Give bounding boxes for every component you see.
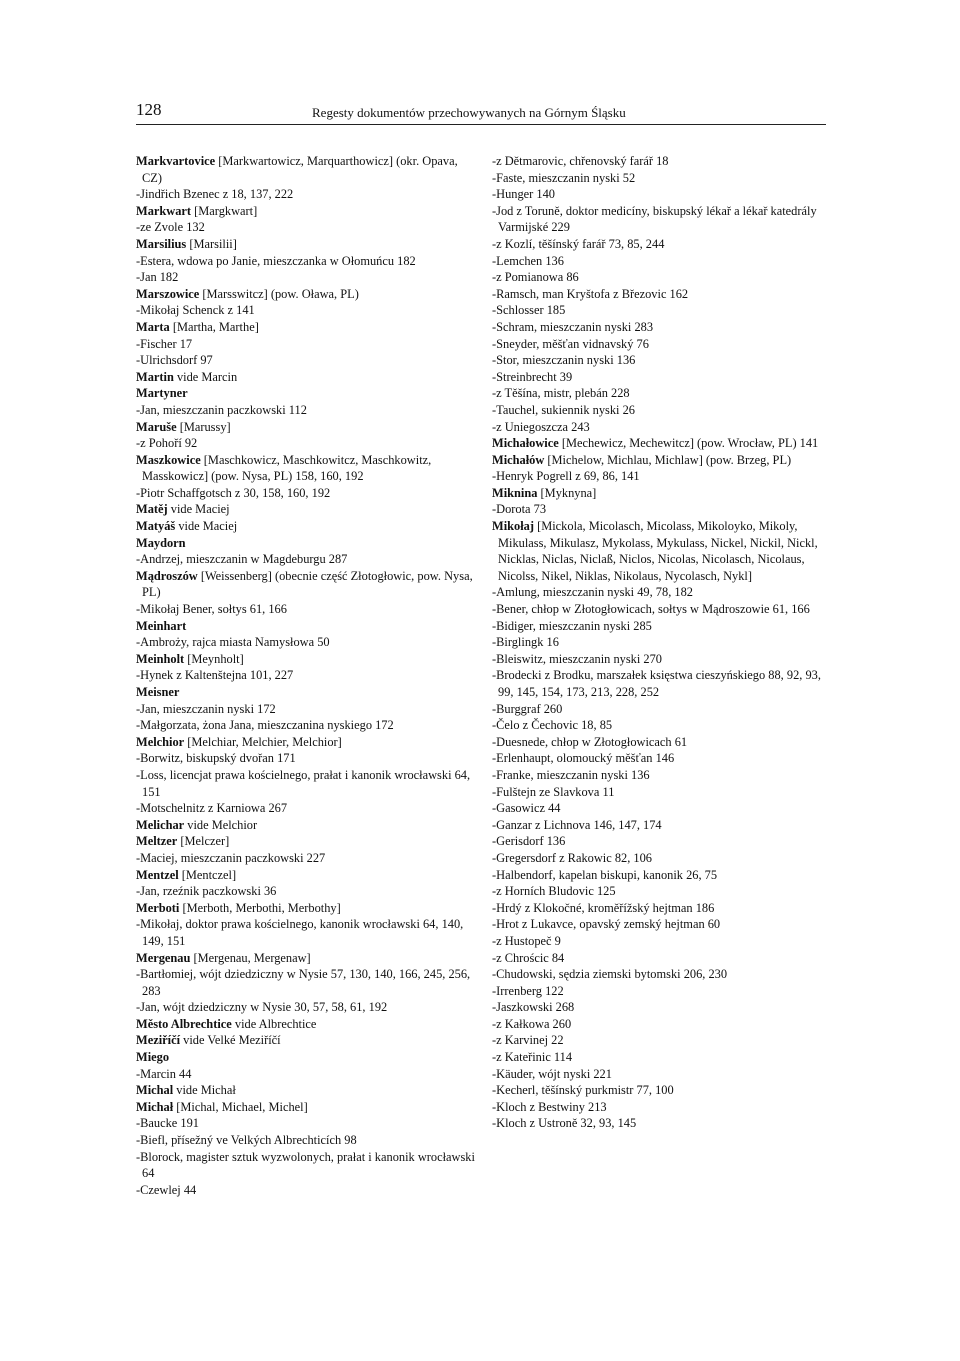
- entry-text: vide Velké Meziříčí: [180, 1033, 281, 1048]
- index-entry: [492, 983, 832, 1000]
- entry-text: -Gregersdorf z Rakowic 82, 106: [492, 850, 652, 865]
- index-entry: [136, 1149, 476, 1182]
- entry-headword: Maruše: [136, 419, 177, 434]
- entry-text: -Loss, licencjat prawa kościelnego, prałat i kanonik wrocławski 64, 151: [136, 767, 471, 799]
- entry-text: [Mentczel]: [178, 867, 237, 882]
- entry-text: -Ramsch, man Kryštofa z Březovic 162: [492, 286, 689, 301]
- entry-text: [Melczer]: [177, 834, 230, 849]
- index-entry: [492, 701, 832, 718]
- index-entry: [136, 817, 476, 834]
- index-entry: [492, 1032, 832, 1049]
- entry-text: [Mergenau, Mergenaw]: [190, 950, 311, 965]
- index-entry: [492, 419, 832, 436]
- entry-text: -Mikołaj, doktor prawa kościelnego, kanonik wrocławski 64, 140, 149, 151: [136, 917, 464, 948]
- entry-headword: Meinholt: [136, 651, 185, 666]
- index-entry: [136, 352, 476, 369]
- index-entry: [136, 518, 476, 535]
- entry-headword: Meisner: [136, 685, 180, 699]
- entry-headword: Mentzel: [136, 867, 179, 882]
- running-title: Regesty dokumentów przechowywanych na Górnym Śląsku: [312, 105, 626, 120]
- entry-text: -Chudowski, sędzia ziemski bytomski 206, 230: [492, 967, 728, 982]
- entry-text: -Jindřich Bzenec z 18, 137, 222: [136, 187, 294, 202]
- entry-headword: Markvartovice: [136, 154, 216, 168]
- index-entry: [492, 203, 832, 236]
- entry-text: [Martha, Marthe]: [169, 319, 259, 334]
- index-entry: [136, 253, 476, 270]
- page-header: [136, 100, 826, 125]
- entry-text: vide Marcin: [173, 369, 238, 384]
- index-entry: [136, 551, 476, 568]
- index-entry: [492, 667, 832, 700]
- entry-text: -Fulštejn ze Slavkova 11: [492, 784, 615, 799]
- entry-text: -Čelo z Čechovic 18, 85: [492, 718, 613, 733]
- index-entry: [492, 518, 832, 584]
- index-entry: [492, 717, 832, 734]
- entry-headword: Mikołaj: [492, 519, 534, 534]
- index-entry: [136, 452, 476, 485]
- index-entry: [136, 1049, 476, 1066]
- entry-text: vide Albrechtice: [231, 1016, 317, 1031]
- entry-text: -Gasowicz 44: [492, 801, 561, 816]
- index-entry: [492, 966, 832, 983]
- index-entry: [136, 1016, 476, 1033]
- index-entry: [492, 352, 832, 369]
- entry-text: -Stor, mieszczanin nyski 136: [492, 353, 636, 368]
- entry-headword: Martin: [136, 369, 174, 384]
- index-entry: [492, 833, 832, 850]
- entry-text: -z Hustopeč 9: [492, 933, 561, 948]
- index-entry: [136, 833, 476, 850]
- index-entry: [136, 883, 476, 900]
- index-entry: [492, 253, 832, 270]
- index-entry: [492, 734, 832, 751]
- index-entry: [492, 485, 832, 502]
- entry-text: -Bidiger, mieszczanin nyski 285: [492, 618, 652, 633]
- entry-text: -Jan 182: [136, 270, 179, 285]
- entry-text: -Jaszkowski 268: [492, 1000, 575, 1015]
- entry-headword: Melchior: [136, 734, 185, 749]
- index-entry: [136, 186, 476, 203]
- entry-text: -Halbendorf, kapelan biskupi, kanonik 26, 75: [492, 867, 718, 882]
- index-entry: [136, 286, 476, 303]
- entry-text: -Fischer 17: [136, 336, 193, 351]
- entry-headword: Matěj: [136, 502, 168, 517]
- index-entry: [492, 1115, 832, 1132]
- entry-text: -Sneyder, měšťan vidnavský 76: [492, 336, 649, 351]
- entry-text: -Dorota 73: [492, 502, 547, 517]
- entry-headword: Michał: [136, 1099, 174, 1114]
- index-entry: [136, 269, 476, 286]
- entry-text: -Ulrichsdorf 97: [136, 353, 213, 368]
- entry-text: -Hynek z Kaltenštejna 101, 227: [136, 668, 294, 683]
- entry-text: -Borwitz, biskupský dvořan 171: [136, 751, 296, 766]
- entry-text: -Hrdý z Klokočné, kroměřížský hejtman 186: [492, 900, 715, 915]
- index-entry: [136, 667, 476, 684]
- index-entry: [136, 203, 476, 220]
- entry-text: [Weissenberg] (obecnie część Złotogłowic, pow. Nysa, PL): [142, 568, 473, 600]
- entry-text: -z Kałkowa 260: [492, 1016, 572, 1031]
- entry-headword: Mądroszów: [136, 568, 198, 583]
- entry-text: -z Horních Bludovic 125: [492, 884, 616, 899]
- entry-text: -z Uniegoszcza 243: [492, 419, 590, 434]
- entry-text: -Andrzej, mieszczanin w Magdeburgu 287: [136, 552, 348, 567]
- entry-text: -Marcin 44: [136, 1066, 192, 1081]
- index-entry: [136, 336, 476, 353]
- entry-text: [Merboth, Merbothi, Merbothy]: [179, 900, 341, 915]
- index-entry: [136, 485, 476, 502]
- index-entry: [492, 186, 832, 203]
- index-entry: [492, 900, 832, 917]
- entry-text: -z Pohoří 92: [136, 436, 198, 451]
- entry-text: [Maschkowicz, Maschkowitcz, Maschkowitz, Masskowicz] (pow. Nysa, PL) 158, 160, 192: [142, 452, 432, 484]
- index-entry: [492, 584, 832, 601]
- index-entry: [136, 385, 476, 402]
- index-entry: [136, 966, 476, 999]
- entry-text: -Erlenhaupt, olomoucký měšťan 146: [492, 751, 675, 766]
- entry-text: -Jan, mieszczanin paczkowski 112: [136, 402, 307, 417]
- index-entry: [492, 1066, 832, 1083]
- index-entry: [492, 302, 832, 319]
- entry-text: -z Chrościc 84: [492, 950, 565, 965]
- index-entry: [492, 950, 832, 967]
- entry-text: [Michelow, Michlau, Michlaw] (pow. Brzeg, PL): [544, 452, 792, 467]
- entry-headword: Michałów: [492, 452, 545, 467]
- entry-text: -Irrenberg 122: [492, 983, 564, 998]
- entry-headword: Meltzer: [136, 834, 178, 849]
- index-entry: [136, 535, 476, 552]
- index-entry: [136, 1115, 476, 1132]
- index-entry: [492, 336, 832, 353]
- index-entry: [136, 651, 476, 668]
- entry-text: [Marsilii]: [186, 236, 237, 251]
- index-entry: [136, 1099, 476, 1116]
- entry-text: -Mikołaj Schenck z 141: [136, 303, 255, 318]
- index-entry: [136, 734, 476, 751]
- entry-text: -Lemchen 136: [492, 253, 564, 268]
- index-entry: [136, 302, 476, 319]
- index-entry: [136, 750, 476, 767]
- entry-text: -Schram, mieszczanin nyski 283: [492, 319, 654, 334]
- index-entry: [492, 999, 832, 1016]
- entry-headword: Miego: [136, 1050, 170, 1065]
- index-entry: [136, 319, 476, 336]
- index-entry: [136, 900, 476, 917]
- entry-text: [Mickola, Micolasch, Micolass, Mikoloyko, Mikoly, Mikulass, Mikulasz, Mykolass, Mykulass, Nickel, Nickil, Nickl, Nicklas, Niclas, Niclaß, Niclos, Nicolas, Nicolasch, Nicolaus, Nicolss, Nikel, Niklas, Nikolaus, Nycolasch, Nykl]: [498, 519, 818, 583]
- index-entry: [492, 1082, 832, 1099]
- entry-text: -Jan, wójt dziedziczny w Nysie 30, 57, 58, 61, 192: [136, 1000, 388, 1015]
- index-column-right: [492, 153, 832, 1132]
- index-entry: [136, 767, 476, 800]
- entry-headword: Michałowice: [492, 436, 559, 451]
- index-entry: [136, 1032, 476, 1049]
- entry-text: -Ambroży, rajca miasta Namysłowa 50: [136, 635, 330, 650]
- index-entry: [136, 435, 476, 452]
- entry-text: -Amlung, mieszczanin nyski 49, 78, 182: [492, 585, 693, 600]
- index-entry: [136, 369, 476, 386]
- entry-text: -ze Zvole 132: [136, 220, 205, 235]
- index-entry: [492, 153, 832, 170]
- entry-headword: Michal: [136, 1083, 174, 1098]
- entry-text: -Bener, chłop w Złotogłowicach, sołtys w Mądroszowie 61, 166: [492, 602, 810, 617]
- index-entry: [492, 601, 832, 618]
- index-entry: [136, 236, 476, 253]
- entry-text: [Margkwart]: [191, 203, 258, 218]
- index-entry: [492, 800, 832, 817]
- entry-text: -Schlosser 185: [492, 303, 566, 318]
- entry-headword: Maydorn: [136, 535, 186, 550]
- index-entry: [492, 750, 832, 767]
- index-entry: [136, 1066, 476, 1083]
- index-entry: [492, 402, 832, 419]
- entry-text: -Maciej, mieszczanin paczkowski 227: [136, 850, 326, 865]
- entry-headword: Marta: [136, 319, 170, 334]
- entry-text: vide Michał: [173, 1083, 236, 1098]
- entry-text: [Marsswitcz] (pow. Oława, PL): [199, 286, 359, 301]
- index-entry: [492, 867, 832, 884]
- entry-text: -z Kozlí, těšínský farář 73, 85, 244: [492, 236, 665, 251]
- index-entry: [492, 1016, 832, 1033]
- index-entry: [492, 916, 832, 933]
- index-entry: [136, 999, 476, 1016]
- entry-text: [Myknyna]: [537, 485, 597, 500]
- index-entry: [136, 618, 476, 635]
- index-entry: [492, 369, 832, 386]
- page-number: 128: [136, 100, 162, 119]
- index-entry: [136, 601, 476, 618]
- entry-text: vide Melchior: [184, 817, 258, 832]
- index-entry: [492, 767, 832, 784]
- index-entry: [492, 501, 832, 518]
- index-entry: [136, 1182, 476, 1199]
- entry-text: -z Pomianowa 86: [492, 270, 579, 285]
- entry-text: -Ganzar z Lichnova 146, 147, 174: [492, 817, 662, 832]
- index-entry: [492, 618, 832, 635]
- index-entry: [492, 435, 832, 452]
- entry-text: -Kecherl, těšínský purkmistr 77, 100: [492, 1083, 674, 1098]
- entry-headword: Meziříčí: [136, 1033, 181, 1048]
- index-entry: [136, 800, 476, 817]
- entry-text: -Bleiswitz, mieszczanin nyski 270: [492, 651, 662, 666]
- entry-text: -Hrot z Lukavce, opavský zemský hejtman 60: [492, 917, 721, 932]
- entry-text: -Streinbrecht 39: [492, 369, 573, 384]
- index-entry: [136, 419, 476, 436]
- entry-text: -Hunger 140: [492, 187, 555, 202]
- index-entry: [136, 867, 476, 884]
- entry-text: -Małgorzata, żona Jana, mieszczanina nyskiego 172: [136, 718, 394, 733]
- entry-text: vide Maciej: [167, 502, 230, 517]
- entry-headword: Marsilius: [136, 236, 187, 251]
- entry-text: -Piotr Schaffgotsch z 30, 158, 160, 192: [136, 485, 331, 500]
- entry-text: -z Dětmarovic, chřenovský farář 18: [492, 154, 669, 168]
- entry-headword: Martyner: [136, 386, 188, 401]
- index-entry: [136, 950, 476, 967]
- index-entry: [492, 883, 832, 900]
- index-entry: [136, 153, 476, 186]
- index-entry: [492, 452, 832, 469]
- entry-text: -Kloch z Bestwiny 213: [492, 1099, 607, 1114]
- entry-text: -Blorock, magister sztuk wyzwolonych, prałat i kanonik wrocławski 64: [136, 1149, 475, 1181]
- index-column-left: [136, 153, 476, 1198]
- index-entry: [136, 634, 476, 651]
- entry-headword: Markwart: [136, 203, 192, 218]
- index-entry: [492, 385, 832, 402]
- index-entry: [136, 684, 476, 701]
- index-entry: [492, 269, 832, 286]
- entry-text: [Meynholt]: [184, 651, 244, 666]
- index-entry: [492, 1049, 832, 1066]
- index-entry: [136, 1132, 476, 1149]
- entry-text: -Franke, mieszczanin nyski 136: [492, 767, 650, 782]
- index-entry: [136, 717, 476, 734]
- index-entry: [492, 933, 832, 950]
- index-entry: [136, 219, 476, 236]
- entry-text: [Markwartowicz, Marquarthowicz] (okr. Opava, CZ): [142, 154, 458, 185]
- entry-text: [Marussy]: [176, 419, 231, 434]
- entry-text: -Jan, rzeźnik paczkowski 36: [136, 884, 277, 899]
- entry-headword: Miknina: [492, 485, 538, 500]
- entry-text: -Czewlej 44: [136, 1182, 197, 1197]
- entry-headword: Město Albrechtice: [136, 1016, 232, 1031]
- index-entry: [136, 568, 476, 601]
- index-entry: [136, 701, 476, 718]
- entry-headword: Maszkowice: [136, 452, 201, 467]
- index-entry: [136, 850, 476, 867]
- entry-text: -Tauchel, sukiennik nyski 26: [492, 402, 635, 417]
- entry-text: -Käuder, wójt nyski 221: [492, 1066, 612, 1081]
- entry-text: -Duesnede, chłop w Złotogłowicach 61: [492, 734, 688, 749]
- entry-text: -Brodecki z Brodku, marszałek księstwa cieszyńskiego 88, 92, 93, 99, 145, 154, 173, 213, 228, 252: [492, 668, 821, 699]
- index-entry: [492, 651, 832, 668]
- entry-text: -z Kateřinic 114: [492, 1050, 573, 1065]
- entry-text: -Motschelnitz z Karniowa 267: [136, 801, 288, 816]
- entry-text: -Mikołaj Bener, sołtys 61, 166: [136, 602, 287, 617]
- entry-headword: Mergenau: [136, 950, 191, 965]
- index-entry: [136, 1082, 476, 1099]
- entry-text: [Melchiar, Melchier, Melchior]: [184, 734, 342, 749]
- index-entry: [136, 916, 476, 949]
- entry-headword: Marszowice: [136, 286, 200, 301]
- index-entry: [492, 286, 832, 303]
- entry-text: -Bartłomiej, wójt dziedziczny w Nysie 57, 130, 140, 166, 245, 256, 283: [136, 967, 471, 998]
- entry-text: -Jod z Toruně, doktor medicíny, biskupský lékař a lékař katedrály Varmijské 229: [492, 203, 817, 235]
- index-entry: [492, 784, 832, 801]
- entry-headword: Merboti: [136, 900, 180, 915]
- index-entry: [492, 236, 832, 253]
- entry-text: -z Karvinej 22: [492, 1033, 564, 1048]
- index-entry: [492, 817, 832, 834]
- entry-text: -Baucke 191: [136, 1116, 199, 1131]
- index-entry: [492, 634, 832, 651]
- entry-text: -Faste, mieszczanin nyski 52: [492, 170, 636, 185]
- entry-headword: Matyáš: [136, 519, 176, 534]
- entry-text: -Biefl, přísežný ve Velkých Albrechticích 98: [136, 1133, 357, 1148]
- index-entry: [492, 1099, 832, 1116]
- entry-text: -Burggraf 260: [492, 701, 563, 716]
- index-entry: [492, 850, 832, 867]
- entry-text: -Estera, wdowa po Janie, mieszczanka w Ołomuńcu 182: [136, 253, 416, 268]
- entry-text: [Mechewicz, Mechewitcz] (pow. Wrocław, PL) 141: [558, 436, 819, 451]
- index-entry: [492, 170, 832, 187]
- index-entry: [492, 468, 832, 485]
- entry-text: [Michal, Michael, Michel]: [173, 1099, 308, 1114]
- index-entry: [136, 402, 476, 419]
- entry-text: -Gerisdorf 136: [492, 834, 566, 849]
- entry-text: -z Těšína, mistr, plebán 228: [492, 386, 630, 401]
- entry-text: vide Maciej: [175, 519, 238, 534]
- index-entry: [492, 319, 832, 336]
- entry-text: -Birglingk 16: [492, 635, 559, 650]
- entry-text: -Henryk Pogrell z 69, 86, 141: [492, 469, 640, 484]
- entry-text: -Jan, mieszczanin nyski 172: [136, 701, 276, 716]
- index-entry: [136, 501, 476, 518]
- entry-headword: Melichar: [136, 817, 185, 832]
- entry-headword: Meinhart: [136, 618, 187, 633]
- entry-text: -Kloch z Ustroně 32, 93, 145: [492, 1116, 637, 1131]
